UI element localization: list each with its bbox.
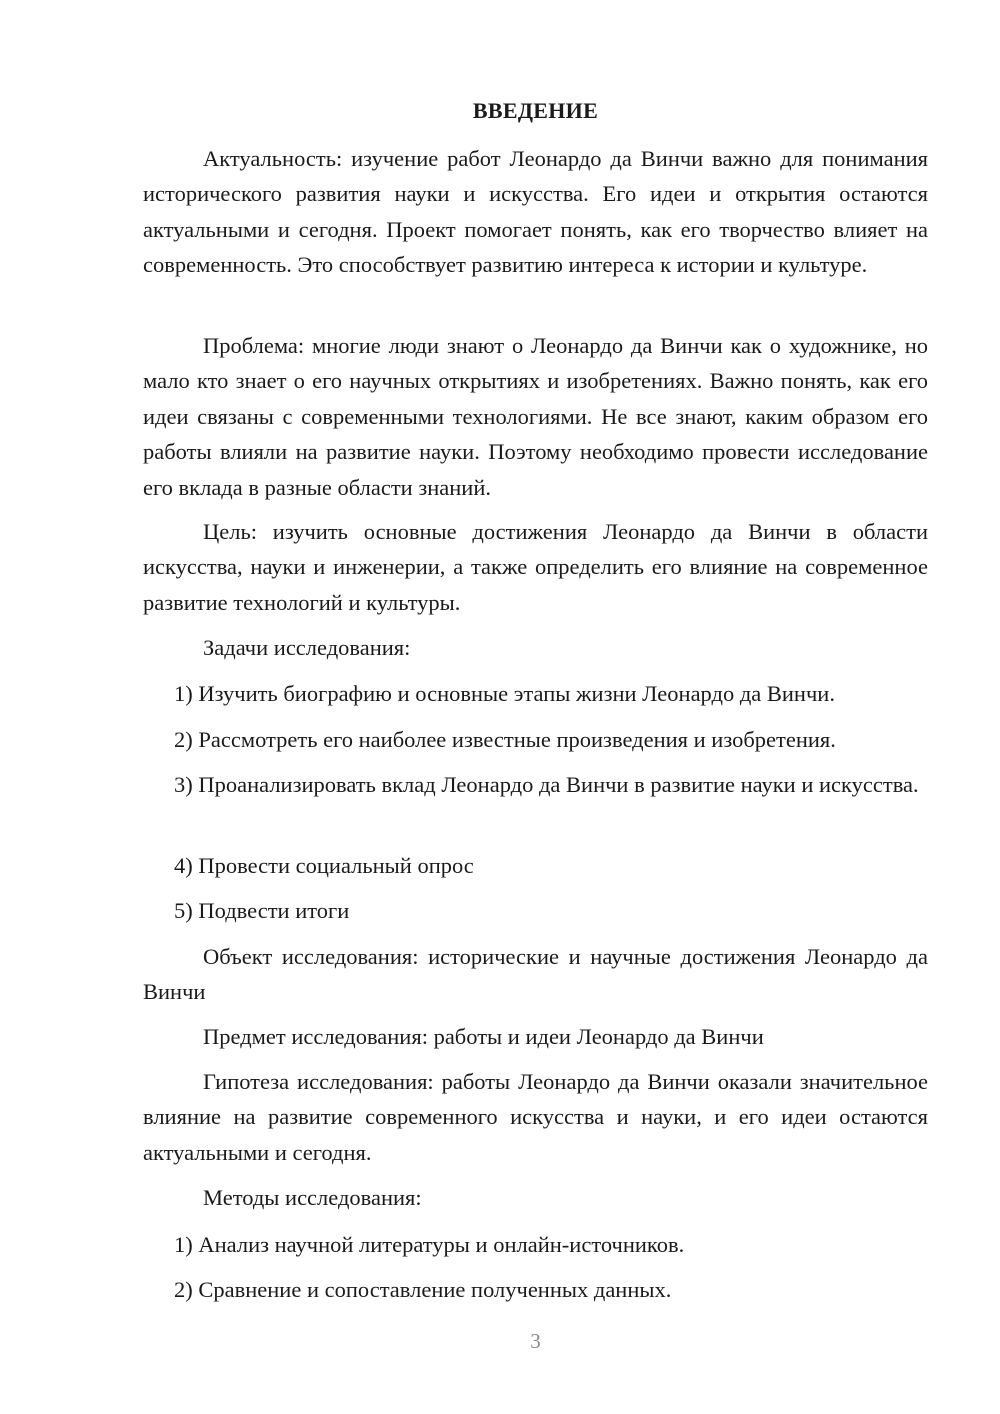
task-item: 1) Изучить биографию и основные этапы жизни Леонардо да Винчи. — [174, 681, 835, 706]
task-item: 5) Подвести итоги — [174, 898, 350, 923]
hypothesis-paragraph: Гипотеза исследования: работы Леонардо да Винчи оказали значительное влияние на развитие современного искусства и науки, и его идеи остаются актуальными и сегодня. — [143, 1069, 928, 1165]
task-item: 3) Проанализировать вклад Леонардо да Винчи в развитие науки и искусства. — [174, 772, 919, 797]
task-item: 2) Рассмотреть его наиболее известные произведения и изобретения. — [174, 727, 836, 752]
page-number: 3 — [530, 1329, 541, 1353]
subject-paragraph: Предмет исследования: работы и идеи Леонардо да Винчи — [203, 1024, 764, 1049]
method-item: 1) Анализ научной литературы и онлайн-источников. — [174, 1232, 685, 1257]
section-title: ВВЕДЕНИЕ — [472, 98, 599, 123]
methods-heading: Методы исследования: — [203, 1185, 422, 1210]
tasks-heading: Задачи исследования: — [203, 635, 411, 660]
relevance-paragraph: Актуальность: изучение работ Леонардо да Винчи важно для понимания исторического развития науки и искусства. Его идеи и открытия остаются актуальными и сегодня. Проект помогает понять, как его творчество влияет на современность. Это способствует развитию интереса к истории и культуре. — [143, 146, 928, 278]
method-item: 2) Сравнение и сопоставление полученных данных. — [174, 1277, 672, 1302]
goal-paragraph: Цель: изучить основные достижения Леонардо да Винчи в области искусства, науки и инженерии, а также определить его влияние на современное развитие технологий и культуры. — [143, 519, 928, 615]
task-item: 4) Провести социальный опрос — [174, 853, 474, 878]
problem-paragraph: Проблема: многие люди знают о Леонардо да Винчи как о художнике, но мало кто знает о его научных открытиях и изобретениях. Важно понять, как его идеи связаны с современными технологиями. Не все знают, каким образом его работы влияли на развитие науки. Поэтому необходимо провести исследование его вклада в разные области знаний. — [143, 333, 928, 500]
object-paragraph: Объект исследования: исторические и научные достижения Леонардо да Винчи — [143, 944, 928, 1005]
